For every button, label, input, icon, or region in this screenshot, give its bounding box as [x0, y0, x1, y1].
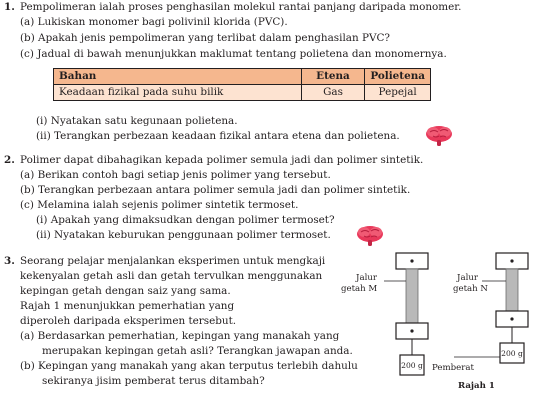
q1-part-b: (b) Apakah jenis pempolimeran yang terlibat dalam penghasilan PVC? — [20, 32, 390, 44]
label-strip-n: getah N — [453, 284, 488, 294]
table-row — [54, 85, 431, 101]
q2-part-b: (b) Terangkan perbezaan antara polimer semula jadi dan polimer sintetik. — [20, 184, 411, 196]
setup-n — [454, 253, 528, 363]
table-header: Etena — [301, 69, 365, 85]
q3-part-b: (b) Kepingan yang manakah yang akan terputus terlebih dahulu — [20, 360, 358, 372]
table-header: Bahan — [54, 69, 302, 85]
polyethene-table — [53, 68, 431, 101]
q2-part-c-i: (i) Apakah yang dimaksudkan dengan polimer termoset? — [36, 214, 335, 226]
figure-caption: Rajah 1 — [458, 381, 495, 391]
q3-line: Rajah 1 menunjukkan pemerhatian yang — [20, 300, 235, 312]
q1-part-a: (a) Lukiskan monomer bagi polivinil klorida (PVC). — [20, 16, 288, 28]
q1-part-c: (c) Jadual di bawah menunjukkan maklumat tentang polietena dan monomernya. — [20, 48, 447, 60]
q3-line: kekenyalan getah asli dan getah tervulkan menggunakan — [20, 270, 323, 282]
q3-line: diperoleh daripada eksperimen tersebut. — [20, 315, 237, 327]
lower-clamp-n-screw — [510, 317, 513, 320]
table-cell: Pepejal — [365, 85, 431, 101]
table-header: Polietena — [365, 69, 431, 85]
brain-icon — [355, 224, 385, 248]
q3-part-a: (a) Berdasarkan pemerhatian, kepingan yang manakah yang — [20, 330, 340, 342]
q2-stem: Polimer dapat dibahagikan kepada polimer semula jadi dan polimer sintetik. — [20, 154, 424, 166]
label-strip-n: Jalur — [457, 273, 478, 283]
q3-line: Seorang pelajar menjalankan eksperimen untuk mengkaji — [20, 255, 326, 267]
table-cell: Gas — [301, 85, 365, 101]
lower-clamp-m-screw — [410, 329, 413, 332]
mass-label-n: 200 g — [501, 349, 523, 358]
q2-part-c-ii: (ii) Nyatakan keburukan penggunaan polimer termoset. — [36, 229, 331, 241]
rubber-strip-m — [406, 269, 418, 323]
clamp-m-screw — [410, 259, 413, 262]
q1-part-c-i: (i) Nyatakan satu kegunaan polietena. — [36, 115, 238, 127]
label-weight: Pemberat — [432, 363, 474, 373]
setup-m — [384, 253, 428, 375]
q2-number: 2. — [4, 154, 15, 166]
label-strip-m: getah M — [341, 284, 378, 294]
q2-part-a: (a) Berikan contoh bagi setiap jenis polimer yang tersebut. — [20, 169, 331, 181]
figure-rajah-1 — [332, 251, 540, 402]
clamp-n-screw — [510, 259, 513, 262]
label-strip-m: Jalur — [356, 273, 377, 283]
table-header-row — [54, 69, 431, 85]
q1-part-c-ii: (ii) Terangkan perbezaan keadaan fizikal antara etena dan polietena. — [36, 130, 400, 142]
q3-part-a-cont: merupakan kepingan getah asli? Terangkan jawapan anda. — [42, 345, 353, 357]
brain-icon — [424, 124, 454, 148]
mass-label-m: 200 g — [401, 361, 423, 370]
q1-stem: Pempolimeran ialah proses penghasilan molekul rantai panjang daripada monomer. — [20, 1, 462, 13]
table-cell: Keadaan fizikal pada suhu bilik — [54, 85, 302, 101]
q3-line: kepingan getah dengan saiz yang sama. — [20, 285, 231, 297]
q1-number: 1. — [4, 1, 15, 13]
rubber-strip-n — [506, 269, 518, 311]
brain-icon-shape — [357, 226, 383, 246]
brain-icon-shape — [426, 126, 452, 146]
q3-number: 3. — [4, 255, 15, 267]
q2-part-c: (c) Melamina ialah sejenis polimer sintetik termoset. — [20, 199, 299, 211]
q3-part-b-cont: sekiranya jisim pemberat terus ditambah? — [42, 375, 265, 387]
